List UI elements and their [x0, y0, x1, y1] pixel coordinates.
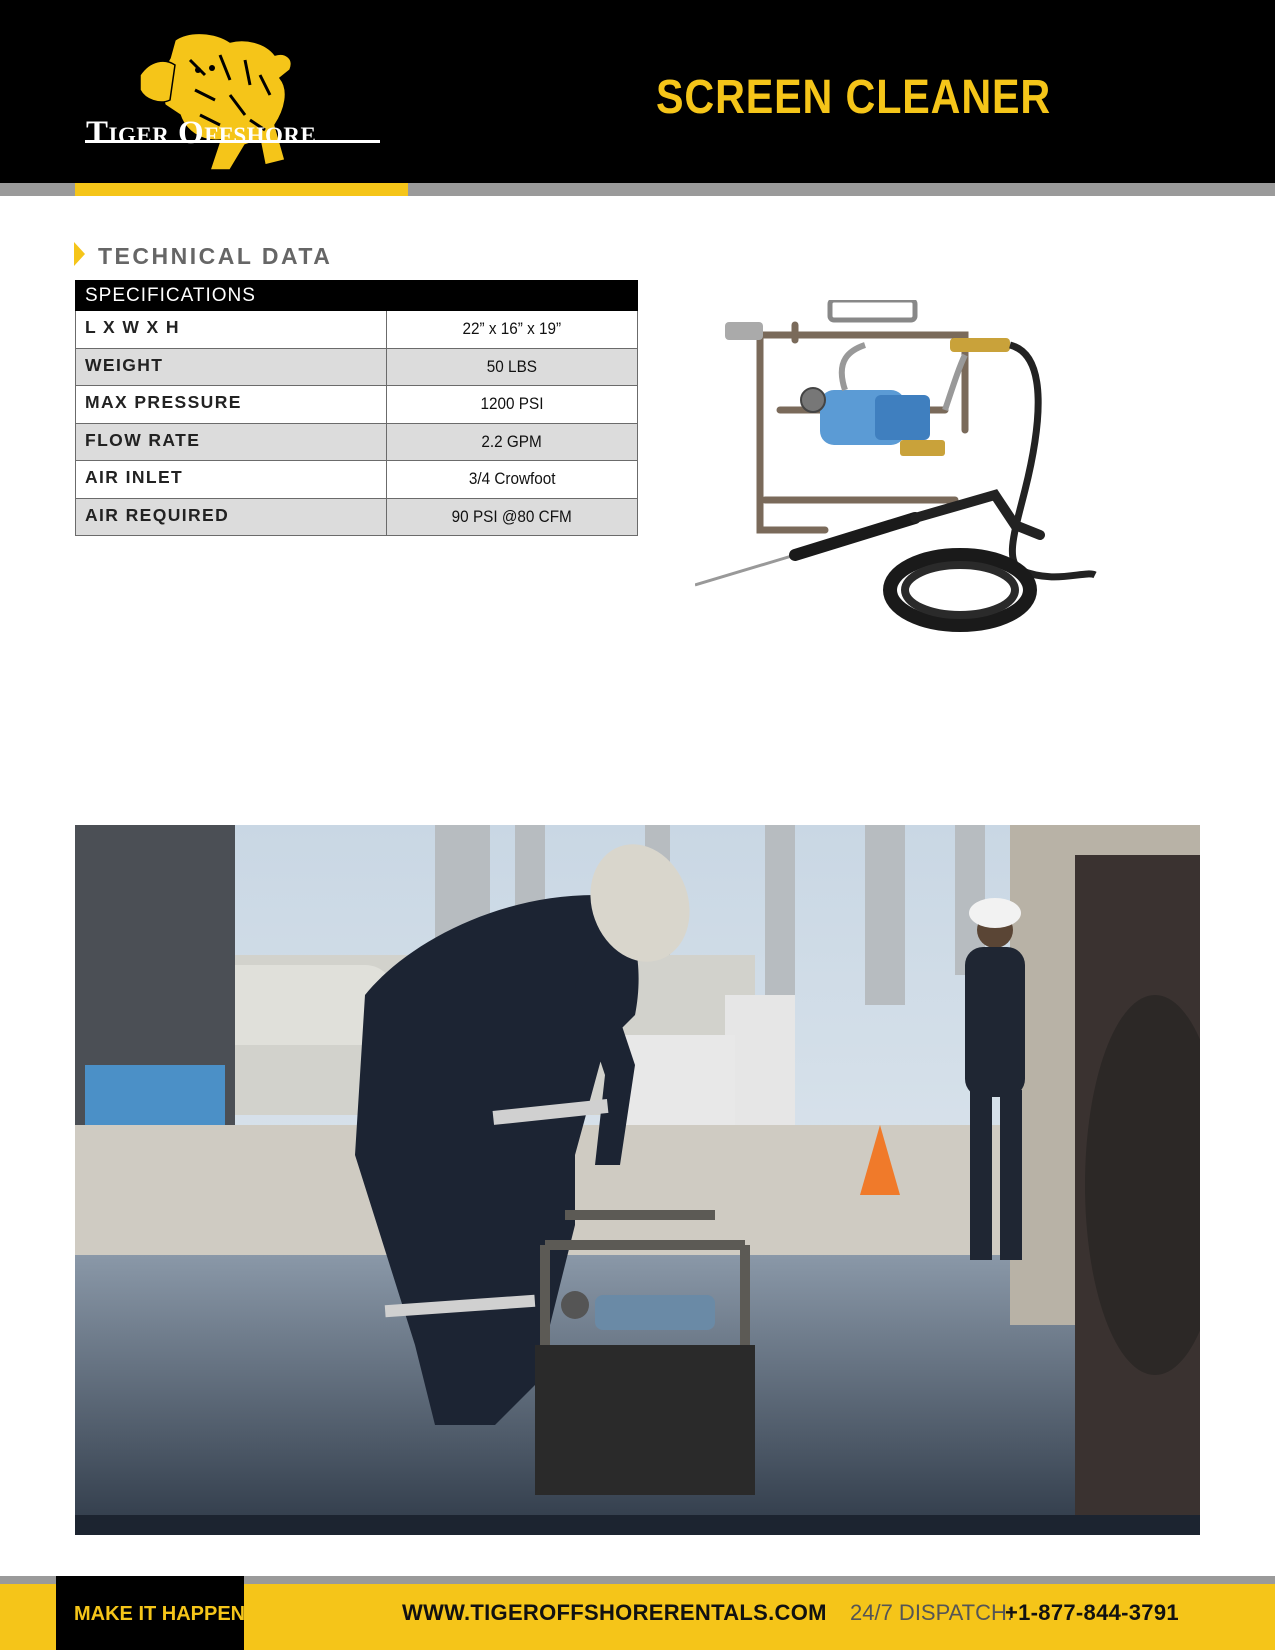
section-arrow-icon — [74, 242, 85, 266]
spec-value: 90 PSI @80 CFM — [387, 498, 638, 536]
spec-label: WEIGHT — [76, 348, 387, 386]
spec-label: MAX PRESSURE — [76, 386, 387, 424]
page-title: SCREEN CLEANER — [656, 71, 1052, 124]
worker-photo — [75, 825, 1200, 1535]
dispatch-phone[interactable]: +1-877-844-3791 — [1005, 1600, 1179, 1625]
table-row — [76, 348, 638, 386]
table-row — [76, 498, 638, 536]
spec-label: FLOW RATE — [76, 423, 387, 461]
table-row — [76, 386, 638, 424]
tiger-logo-icon — [80, 30, 410, 180]
page-header — [0, 0, 1275, 183]
spec-value: 3/4 Crowfoot — [387, 461, 638, 499]
table-row — [76, 423, 638, 461]
header-accent-bar — [75, 183, 408, 196]
spec-value: 2.2 GPM — [387, 423, 638, 461]
website-link[interactable]: WWW.TIGEROFFSHORERENTALS.COM — [402, 1600, 827, 1625]
spec-value: 22” x 16” x 19” — [387, 311, 638, 349]
spec-value: 50 LBS — [387, 348, 638, 386]
spec-value: 1200 PSI — [387, 386, 638, 424]
logo-wordmark: Tiger Offshore — [86, 115, 317, 151]
table-row — [76, 461, 638, 499]
section-heading: TECHNICAL DATA — [98, 243, 333, 269]
product-image — [695, 300, 1155, 640]
specifications-header: SPECIFICATIONS — [76, 281, 638, 311]
spec-label: AIR INLET — [76, 461, 387, 499]
table-row — [76, 311, 638, 349]
dispatch-label: 24/7 DISPATCH: — [850, 1600, 1014, 1625]
footer-tagline: MAKE IT HAPPEN — [74, 1603, 246, 1625]
spec-label: L X W X H — [76, 311, 387, 349]
spec-label: AIR REQUIRED — [76, 498, 387, 536]
specifications-table — [75, 280, 638, 536]
